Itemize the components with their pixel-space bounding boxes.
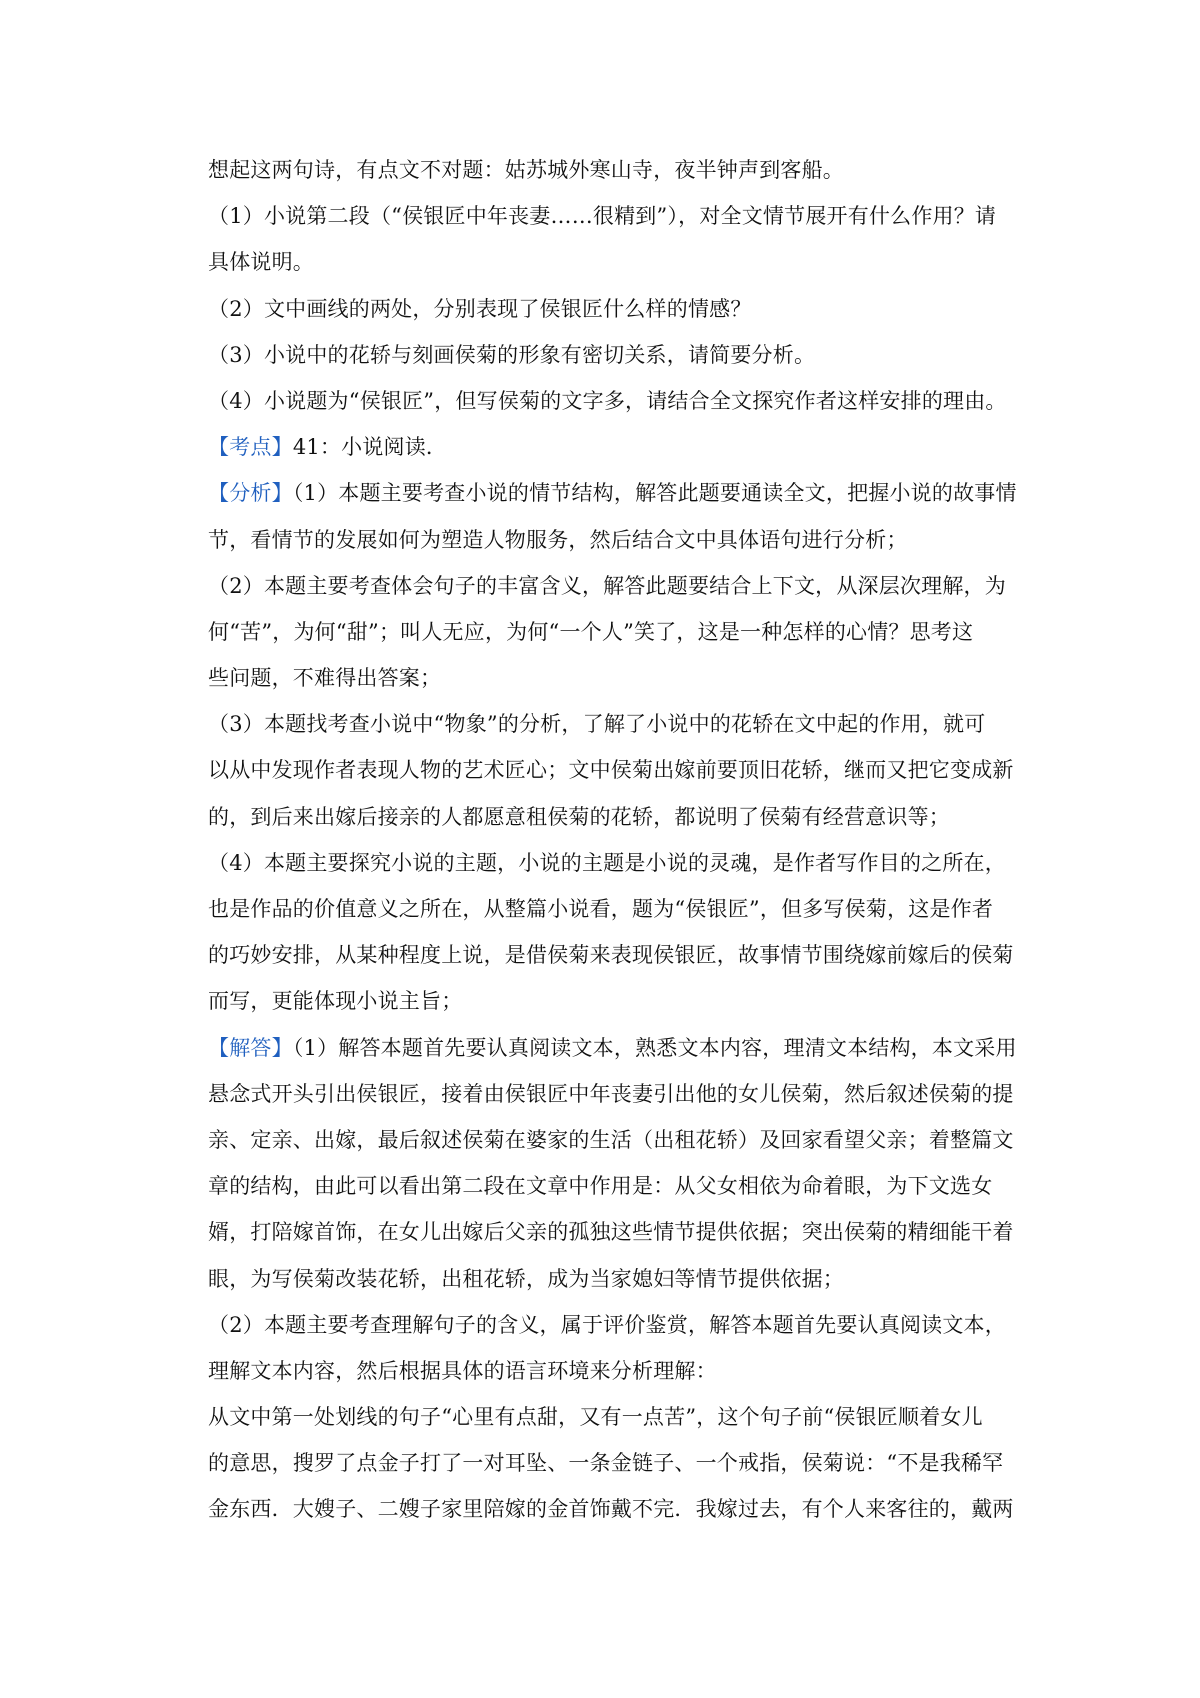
text-line: 眼，为写侯菊改装花轿，出租花轿，成为当家媳妇等情节提供依据；: [208, 1266, 844, 1291]
section-tag: 【解答】: [208, 1035, 293, 1060]
section-text: （1）解答本题首先要认真阅读文本，熟悉文本内容，理清文本结构，本文采用: [292, 1035, 1017, 1060]
text-line: 亲、定亲、出嫁，最后叙述侯菊在婆家的生活（出租花轿）及回家看望父亲；着整篇文: [208, 1127, 1014, 1152]
text-line: 的巧妙安排，从某种程度上说，是借侯菊来表现侯银匠，故事情节围绕嫁前嫁后的侯菊: [208, 943, 1014, 968]
text-line: （3）小说中的花轿与刻画侯菊的形象有密切关系，请简要分析。: [208, 342, 816, 367]
section-tag: 【分析】: [208, 481, 293, 506]
text-line: （1）小说第二段（“侯银匠中年丧妻……很精到”），对全文情节展开有什么作用？请: [208, 204, 997, 229]
text-line: [208, 1025, 1017, 1071]
text-line: （2）文中画线的两处，分别表现了侯银匠什么样的情感？: [208, 296, 752, 321]
text-line: （4）本题主要探究小说的主题，小说的主题是小说的灵魂，是作者写作目的之所在，: [208, 850, 1006, 875]
text-line: 以从中发现作者表现人物的艺术匠心；文中侯菊出嫁前要顶旧花轿，继而又把它变成新: [208, 758, 1014, 783]
text-line: [208, 424, 1008, 470]
text-line: 何“苦”，为何“甜”；叫人无应，为何“一个人”笑了，这是一种怎样的心情？思考这: [208, 619, 974, 644]
text-line: 想起这两句诗，有点文不对题：姑苏城外寒山寺，夜半钟声到客船。: [208, 158, 844, 182]
text-line: 悬念式开头引出侯银匠，接着由侯银匠中年丧妻引出他的女儿侯菊，然后叙述侯菊的提: [208, 1081, 1014, 1106]
section-text: （1）本题主要考查小说的情节结构，解答此题要通读全文，把握小说的故事情: [292, 481, 1017, 506]
text-line: 些问题，不难得出答案；: [208, 666, 442, 691]
document-body: [208, 147, 1017, 1533]
text-line: 理解文本内容，然后根据具体的语言环境来分析理解：: [208, 1358, 717, 1383]
text-line: 的，到后来出嫁后接亲的人都愿意租侯菊的花轿，都说明了侯菊有经营意识等；: [208, 804, 950, 829]
text-line: 从文中第一处划线的句子“心里有点甜，又有一点苦”，这个句子前“侯银匠顺着女儿: [208, 1405, 983, 1430]
text-line: 也是作品的价值意义之所在，从整篇小说看，题为“侯银匠”，但多写侯菊，这是作者: [208, 897, 994, 921]
text-line: 章的结构，由此可以看出第二段在文章中作用是：从父女相依为命着眼，为下文选女: [208, 1174, 993, 1199]
text-line: （2）本题主要考查理解句子的含义，属于评价鉴赏，解答本题首先要认真阅读文本，: [208, 1312, 1006, 1337]
text-line: 婿，打陪嫁首饰，在女儿出嫁后父亲的孤独这些情节提供依据；突出侯菊的精细能干着: [208, 1220, 1014, 1245]
text-line: 而写，更能体现小说主旨；: [208, 989, 463, 1014]
text-line: [208, 470, 1017, 516]
section-tag: 【考点】: [208, 435, 293, 460]
text-line: （2）本题主要考查体会句子的丰富含义，解答此题要结合上下文，从深层次理解，为: [208, 573, 1006, 598]
text-line: 金东西．大嫂子、二嫂子家里陪嫁的金首饰戴不完．我嫁过去，有个人来客往的，戴两: [208, 1497, 1014, 1522]
text-line: 节，看情节的发展如何为塑造人物服务，然后结合文中具体语句进行分析；: [208, 527, 908, 552]
text-line: 的意思，搜罗了点金子打了一对耳坠、一条金链子、一个戒指，侯菊说：“不是我稀罕: [208, 1451, 1004, 1476]
text-line: 具体说明。: [208, 250, 314, 275]
text-line: （4）小说题为“侯银匠”，但写侯菊的文字多，请结合全文探究作者这样安排的理由。: [208, 388, 1007, 413]
section-text: 41：小说阅读．: [292, 435, 448, 460]
text-line: （3）本题找考查小说中“物象”的分析，了解了小说中的花轿在文中起的作用，就可: [208, 712, 986, 737]
